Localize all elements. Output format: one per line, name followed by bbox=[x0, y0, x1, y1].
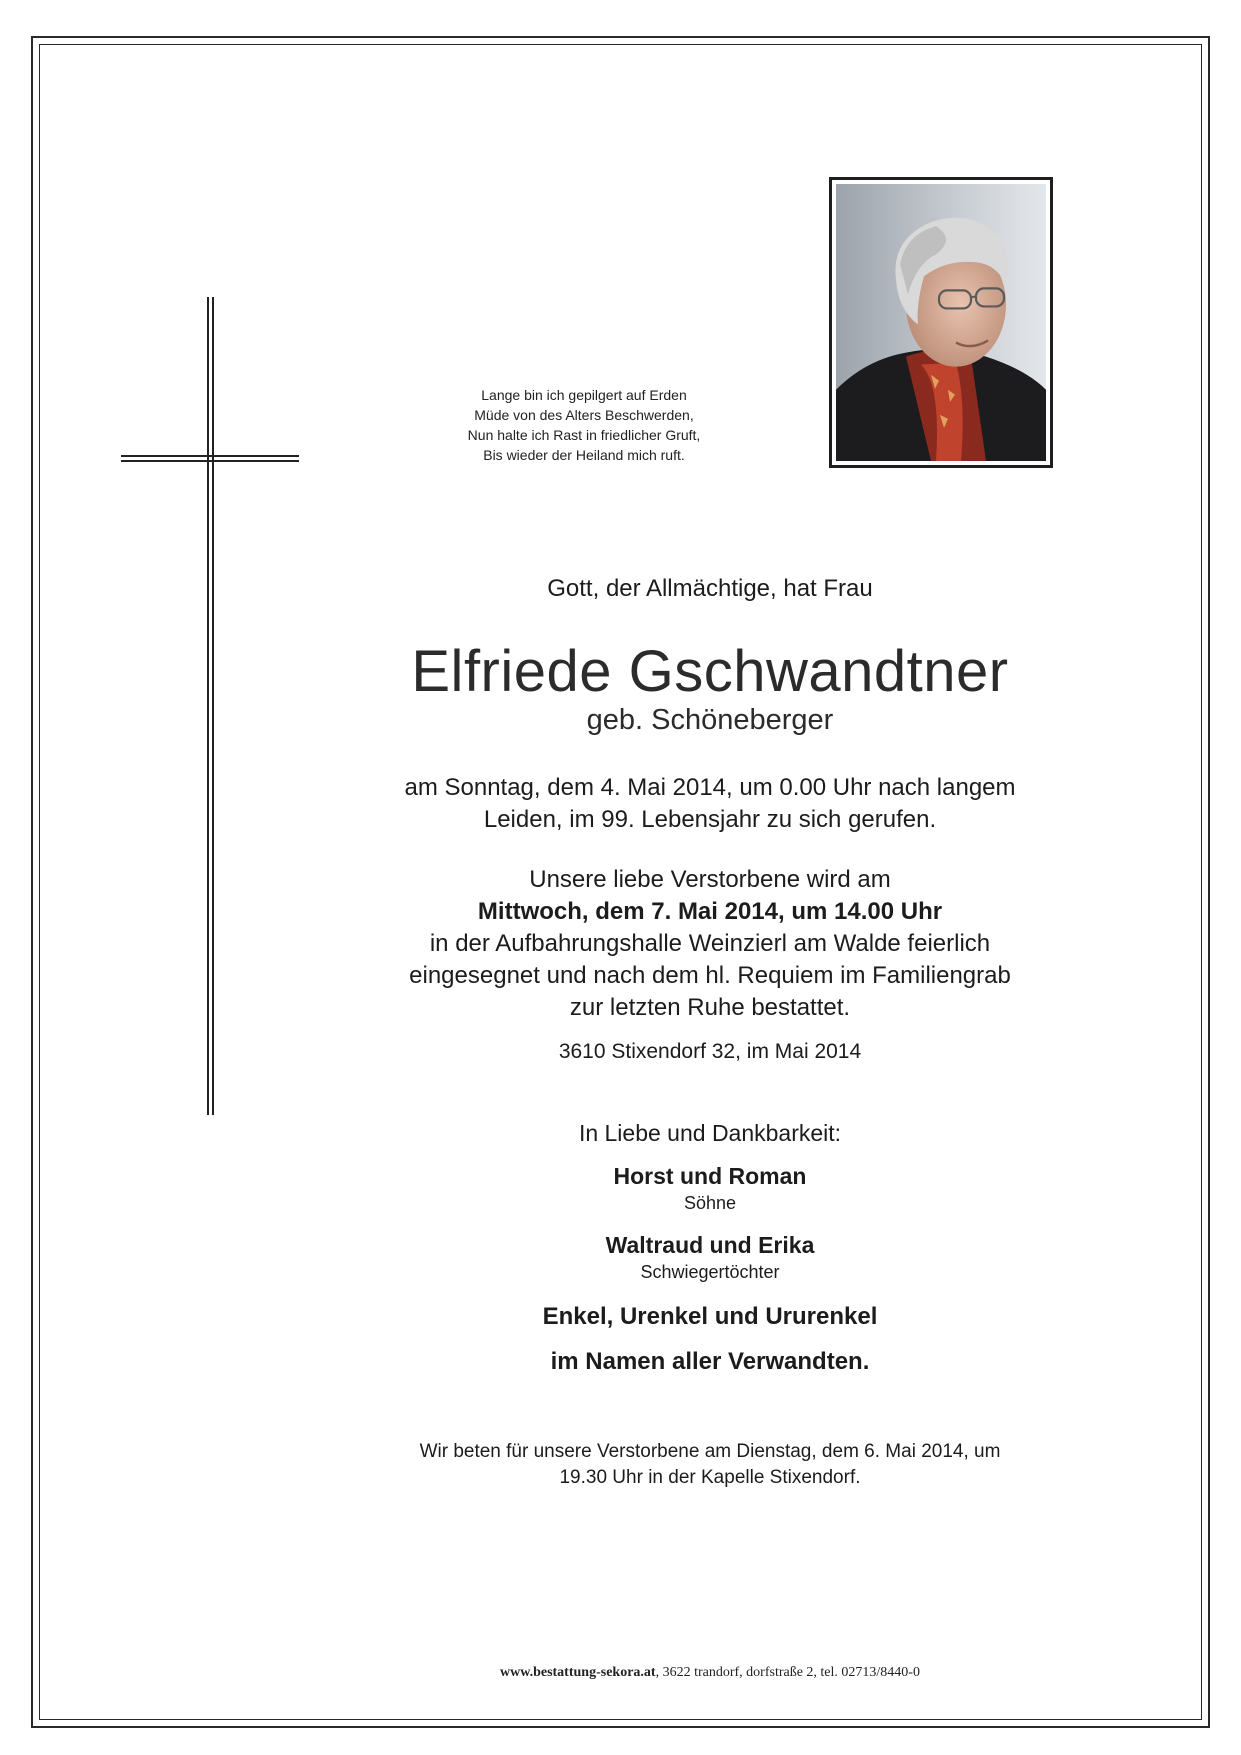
death-paragraph bbox=[340, 772, 1080, 836]
poem-line: Lange bin ich gepilgert auf Erden bbox=[481, 387, 687, 403]
deceased-name: Elfriede Gschwandtner bbox=[411, 639, 1009, 704]
cross-horizontal-line bbox=[121, 460, 299, 462]
place-date: 3610 Stixendorf 32, im Mai 2014 bbox=[558, 1040, 862, 1063]
death-line: am Sonntag, dem 4. Mai 2014, um 0.00 Uhr nach langem bbox=[404, 774, 1016, 801]
funeral-line: in der Aufbahrungshalle Weinzierl am Walde feierlich bbox=[429, 930, 991, 957]
portrait-photo bbox=[836, 184, 1046, 461]
portrait-frame bbox=[829, 177, 1053, 468]
death-line: Leiden, im 99. Lebensjahr zu sich gerufen. bbox=[483, 806, 937, 833]
funeral-paragraph bbox=[340, 864, 1080, 1024]
prayer-line: 19.30 Uhr in der Kapelle Stixendorf. bbox=[559, 1467, 861, 1488]
footer-website[interactable]: www.bestattung-sekora.at bbox=[500, 1665, 656, 1680]
maiden-name: geb. Schöneberger bbox=[586, 704, 834, 736]
mourner-names: Horst und Roman bbox=[613, 1163, 807, 1189]
footer-address: , 3622 trandorf, dorfstraße 2, tel. 02713/8440-0 bbox=[655, 1665, 920, 1680]
mourner-names: Waltraud und Erika bbox=[605, 1232, 815, 1258]
mourner-relation: Söhne bbox=[683, 1193, 737, 1213]
mourner-group: im Namen aller Verwandten. bbox=[550, 1348, 870, 1375]
prayer-line: Wir beten für unsere Verstorbene am Dienstag, dem 6. Mai 2014, um bbox=[419, 1441, 1001, 1462]
poem-line: Nun halte ich Rast in friedlicher Gruft, bbox=[467, 427, 701, 443]
mourner-relation: Schwiegertöchter bbox=[640, 1262, 780, 1282]
footer-contact bbox=[340, 1665, 1080, 1681]
cross-horizontal-line bbox=[121, 455, 299, 457]
prayer-notice bbox=[360, 1439, 1060, 1491]
thanks-heading: In Liebe und Dankbarkeit: bbox=[578, 1120, 842, 1146]
cross-vertical-line bbox=[212, 297, 214, 1115]
intro-text: Gott, der Allmächtige, hat Frau bbox=[547, 575, 873, 602]
funeral-line: eingesegnet und nach dem hl. Requiem im Familiengrab bbox=[409, 962, 1011, 989]
funeral-line: zur letzten Ruhe bestattet. bbox=[569, 994, 851, 1021]
cross-vertical-line bbox=[207, 297, 209, 1115]
funeral-line: Unsere liebe Verstorbene wird am bbox=[529, 866, 891, 893]
mourner-group: Enkel, Urenkel und Ururenkel bbox=[542, 1303, 878, 1330]
poem bbox=[424, 385, 744, 465]
funeral-date: Mittwoch, dem 7. Mai 2014, um 14.00 Uhr bbox=[477, 898, 943, 925]
poem-line: Müde von des Alters Beschwerden, bbox=[474, 407, 694, 423]
poem-line: Bis wieder der Heiland mich ruft. bbox=[483, 447, 685, 463]
